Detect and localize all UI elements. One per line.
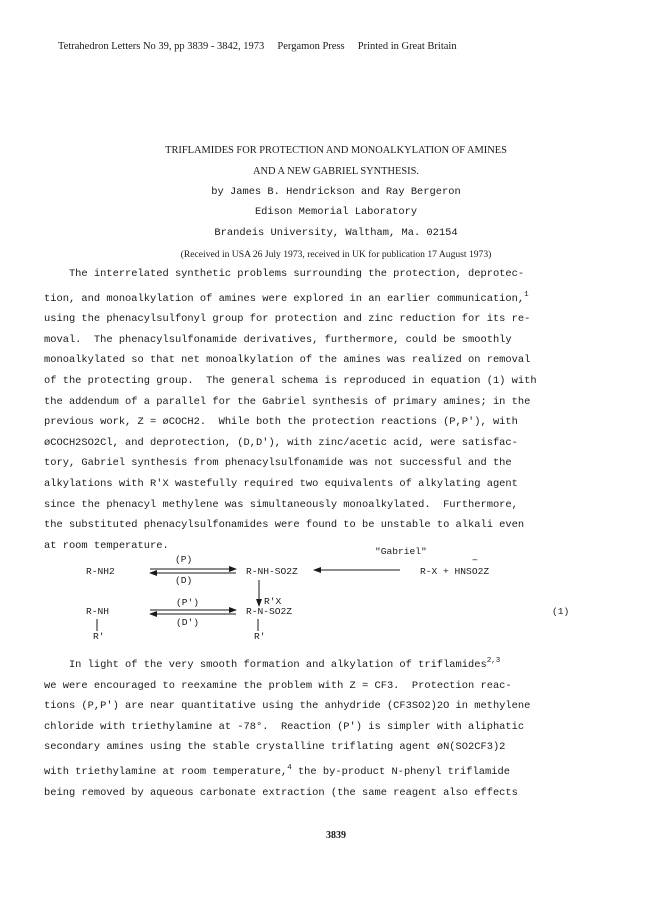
paragraph-2 bbox=[44, 651, 530, 803]
title-line-1: TRIFLAMIDES FOR PROTECTION AND MONOALKYLATION OF AMINES bbox=[165, 145, 507, 156]
scheme-d-label: (D) bbox=[175, 575, 193, 586]
received-dates: (Received in USA 26 July 1973, received in UK for publication 17 August 1973) bbox=[180, 249, 492, 260]
scheme-gabriel-label: "Gabriel" bbox=[375, 546, 427, 557]
p2-line-6-text: with triethylamine at room temperature, bbox=[44, 765, 288, 778]
p1-line-6: of the protecting group. The general schema is reproduced in equation (1) with bbox=[44, 374, 537, 387]
scheme-r-prime-right: R' bbox=[254, 631, 266, 642]
p1-line-10: tory, Gabriel synthesis from phenacylsulfonamide was not successful and the bbox=[44, 457, 512, 470]
scheme-p-prime-label: (P') bbox=[176, 597, 200, 608]
scheme-r-nh-so2z: R-NH-SO2Z bbox=[246, 566, 298, 577]
scheme-rx-label: R'X bbox=[264, 596, 282, 607]
scheme-equation-number: (1) bbox=[552, 606, 570, 617]
footnote-2-3: 2,3 bbox=[486, 657, 501, 665]
scheme-r-prime-left: R' bbox=[93, 631, 105, 642]
p1-line-4: moval. The phenacylsulfonamide derivatives, furthermore, could be smoothly bbox=[44, 333, 512, 346]
p1-line-9: øCOCH2SO2Cl, and deprotection, (D,D'), with zinc/acetic acid, were satisfac- bbox=[44, 436, 518, 449]
p1-line-3: using the phenacylsulfonyl group for protection and zinc reduction for its re- bbox=[44, 313, 531, 326]
p1-line-1: The interrelated synthetic problems surrounding the protection, deprotec- bbox=[44, 268, 525, 280]
p1-line-8: previous work, Z = øCOCH2. While both the protection reactions (P,P'), with bbox=[44, 416, 518, 429]
p2-line-1-text: In light of the very smooth formation and alkylation of triflamides bbox=[44, 659, 487, 671]
p2-line-3: tions (P,P') are near quantitative using the anhydride (CF3SO2)2O in methylene bbox=[44, 700, 531, 713]
p1-line-13: the substituted phenacylsulfonamides were found to be unstable to alkali even bbox=[44, 519, 525, 532]
scheme-p-label: (P) bbox=[175, 554, 193, 565]
title-line-2: AND A NEW GABRIEL SYNTHESIS. bbox=[253, 166, 419, 177]
p1-line-12: since the phenacyl methylene was simultaneously monoalkylated. Furthermore, bbox=[44, 498, 518, 511]
footnote-4: 4 bbox=[287, 763, 292, 772]
scheme-r-x-hnso2z: R-X + HNSO2Z bbox=[420, 566, 490, 577]
scheme-r-n-so2z: R-N-SO2Z bbox=[246, 606, 293, 617]
scheme-minus-sign: − bbox=[472, 555, 478, 566]
author-byline: by James B. Hendrickson and Ray Bergeron bbox=[211, 186, 461, 198]
p2-line-5: secondary amines using the stable crystalline triflating agent øN(SO2CF3)2 bbox=[44, 741, 506, 754]
p1-line-11: alkylations with R'X wastefully required two equivalents of alkylating agent bbox=[44, 477, 518, 490]
p1-line-5: monoalkylated so that net monoalkylation of the amines was realized on removal bbox=[44, 354, 531, 367]
running-head: Tetrahedron Letters No 39, pp 3839 - 3842, 1973 Pergamon Press Printed in Great Britain bbox=[58, 41, 457, 52]
p2-line-6-rest: the by-product N-phenyl triflamide bbox=[291, 765, 510, 778]
p1-line-7: the addendum of a parallel for the Gabriel synthesis of primary amines; in the bbox=[44, 395, 531, 408]
author-university: Brandeis University, Waltham, Ma. 02154 bbox=[214, 227, 458, 239]
p1-line-14: at room temperature. bbox=[44, 539, 169, 552]
author-lab: Edison Memorial Laboratory bbox=[254, 206, 418, 218]
p1-line-2-text: tion, and monoalkylation of amines were explored in an earlier communication, bbox=[44, 292, 525, 305]
scheme-r-nh: R-NH bbox=[86, 606, 110, 617]
p2-line-1 bbox=[44, 651, 530, 676]
scheme-d-prime-label: (D') bbox=[176, 617, 200, 628]
p2-line-7: being removed by aqueous carbonate extraction (the same reagent also effects bbox=[44, 786, 518, 799]
p2-line-6 bbox=[44, 758, 530, 783]
page-number: 3839 bbox=[326, 830, 346, 841]
scheme-r-nh2: R-NH2 bbox=[86, 566, 115, 577]
p2-line-2: we were encouraged to reexamine the problem with Z = CF3. Protection reac- bbox=[44, 679, 512, 692]
p2-line-4: chloride with triethylamine at -78°. Reaction (P') is simpler with aliphatic bbox=[44, 720, 525, 733]
footnote-1: 1 bbox=[524, 290, 529, 299]
